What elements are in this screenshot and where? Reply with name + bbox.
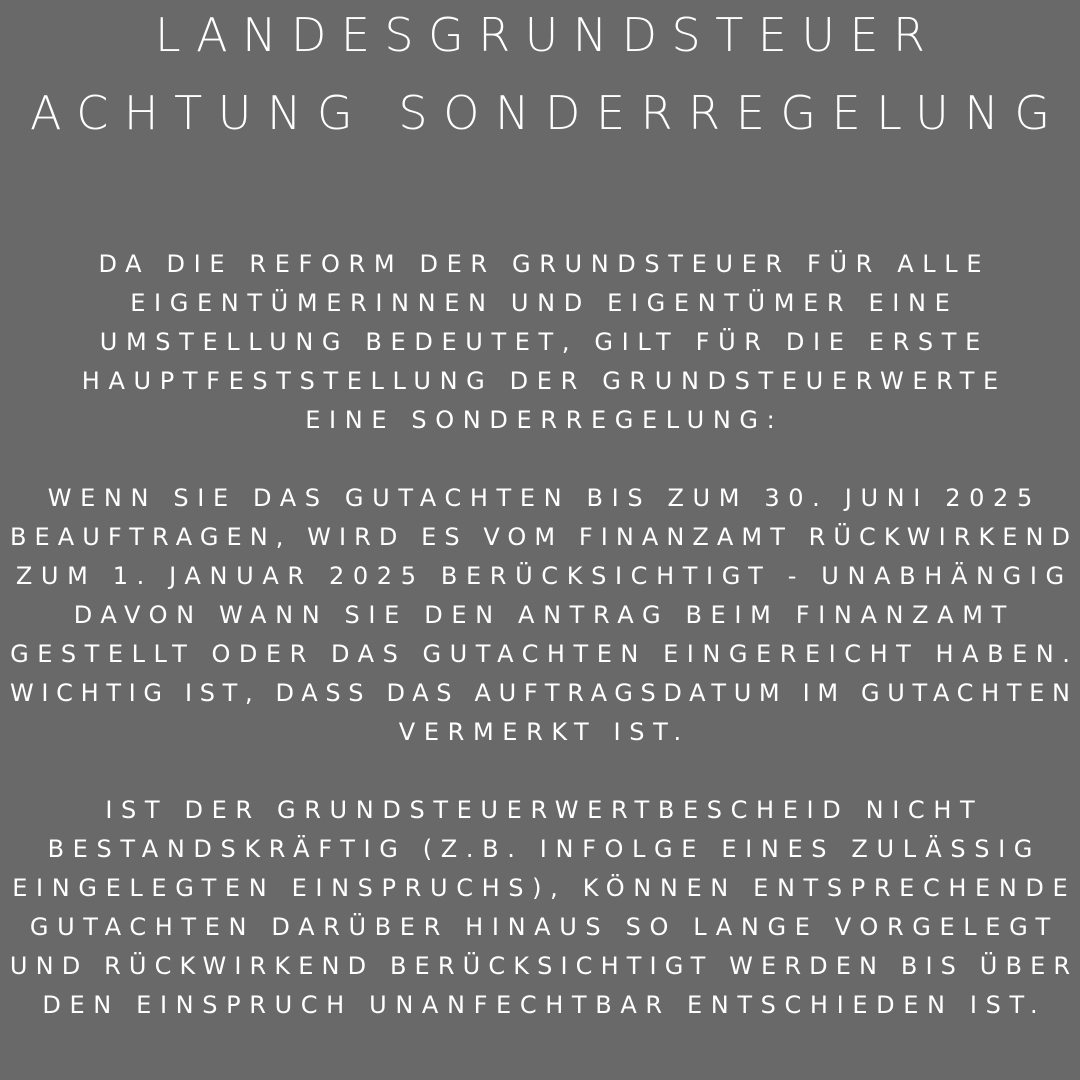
paragraph-1-line-3: UMSTELLUNG BEDEUTET, GILT FÜR DIE ERSTE: [99, 328, 989, 356]
paragraph-2-line-3: ZUM 1. JANUAR 2025 BERÜCKSICHTIGT - UNABHÄNGIG: [15, 562, 1073, 590]
paragraph-2-line-5: GESTELLT ODER DAS GUTACHTEN EINGEREICHT HABEN.: [10, 640, 1079, 668]
paragraph-2-line-4: DAVON WANN SIE DEN ANTRAG BEIM FINANZAMT: [73, 601, 1015, 629]
title-line-1: LANDESGRUNDSTEUER: [155, 8, 940, 62]
paragraph-3-line-4: GUTACHTEN DARÜBER HINAUS SO LANGE VORGELEGT: [29, 913, 1059, 941]
paragraph-2-line-6: WICHTIG IST, DASS DAS AUFTRAGSDATUM IM GUTACHTEN: [10, 679, 1078, 707]
paragraph-3-line-6: DEN EINSPRUCH UNANFECHTBAR ENTSCHIEDEN IST.: [42, 991, 1047, 1019]
paragraph-2-line-2: BEAUFTRAGEN, WIRD ES VOM FINANZAMT RÜCKWIRKEND: [9, 523, 1079, 551]
paragraph-1-line-5: EINE SONDERREGELUNG:: [305, 406, 784, 434]
paragraph-1-line-2: EIGENTÜMERINNEN UND EIGENTÜMER EINE: [130, 289, 959, 317]
paragraph-2-line-1: WENN SIE DAS GUTACHTEN BIS ZUM 30. JUNI 2025: [47, 484, 1041, 512]
title-line-2: ACHTUNG SONDERREGELUNG: [29, 86, 1066, 140]
paragraph-3-line-2: BESTANDSKRÄFTIG (Z.B. INFOLGE EINES ZULÄSSIG: [47, 835, 1042, 863]
paragraph-3-line-1: IST DER GRUNDSTEUERWERTBESCHEID NICHT: [105, 796, 984, 824]
paragraph-3-line-3: EINGELEGTEN EINSPRUCHS), KÖNNEN ENTSPRECHENDE: [12, 874, 1077, 902]
paragraph-2-line-7: VERMERKT IST.: [398, 718, 690, 746]
paragraph-1-line-1: DA DIE REFORM DER GRUNDSTEUER FÜR ALLE: [98, 250, 991, 278]
paragraph-3-line-5: UND RÜCKWIRKEND BERÜCKSICHTIGT WERDEN BIS ÜBER: [9, 952, 1079, 980]
paragraph-1-line-4: HAUPTFESTSTELLUNG DER GRUNDSTEUERWERTE: [81, 367, 1007, 395]
